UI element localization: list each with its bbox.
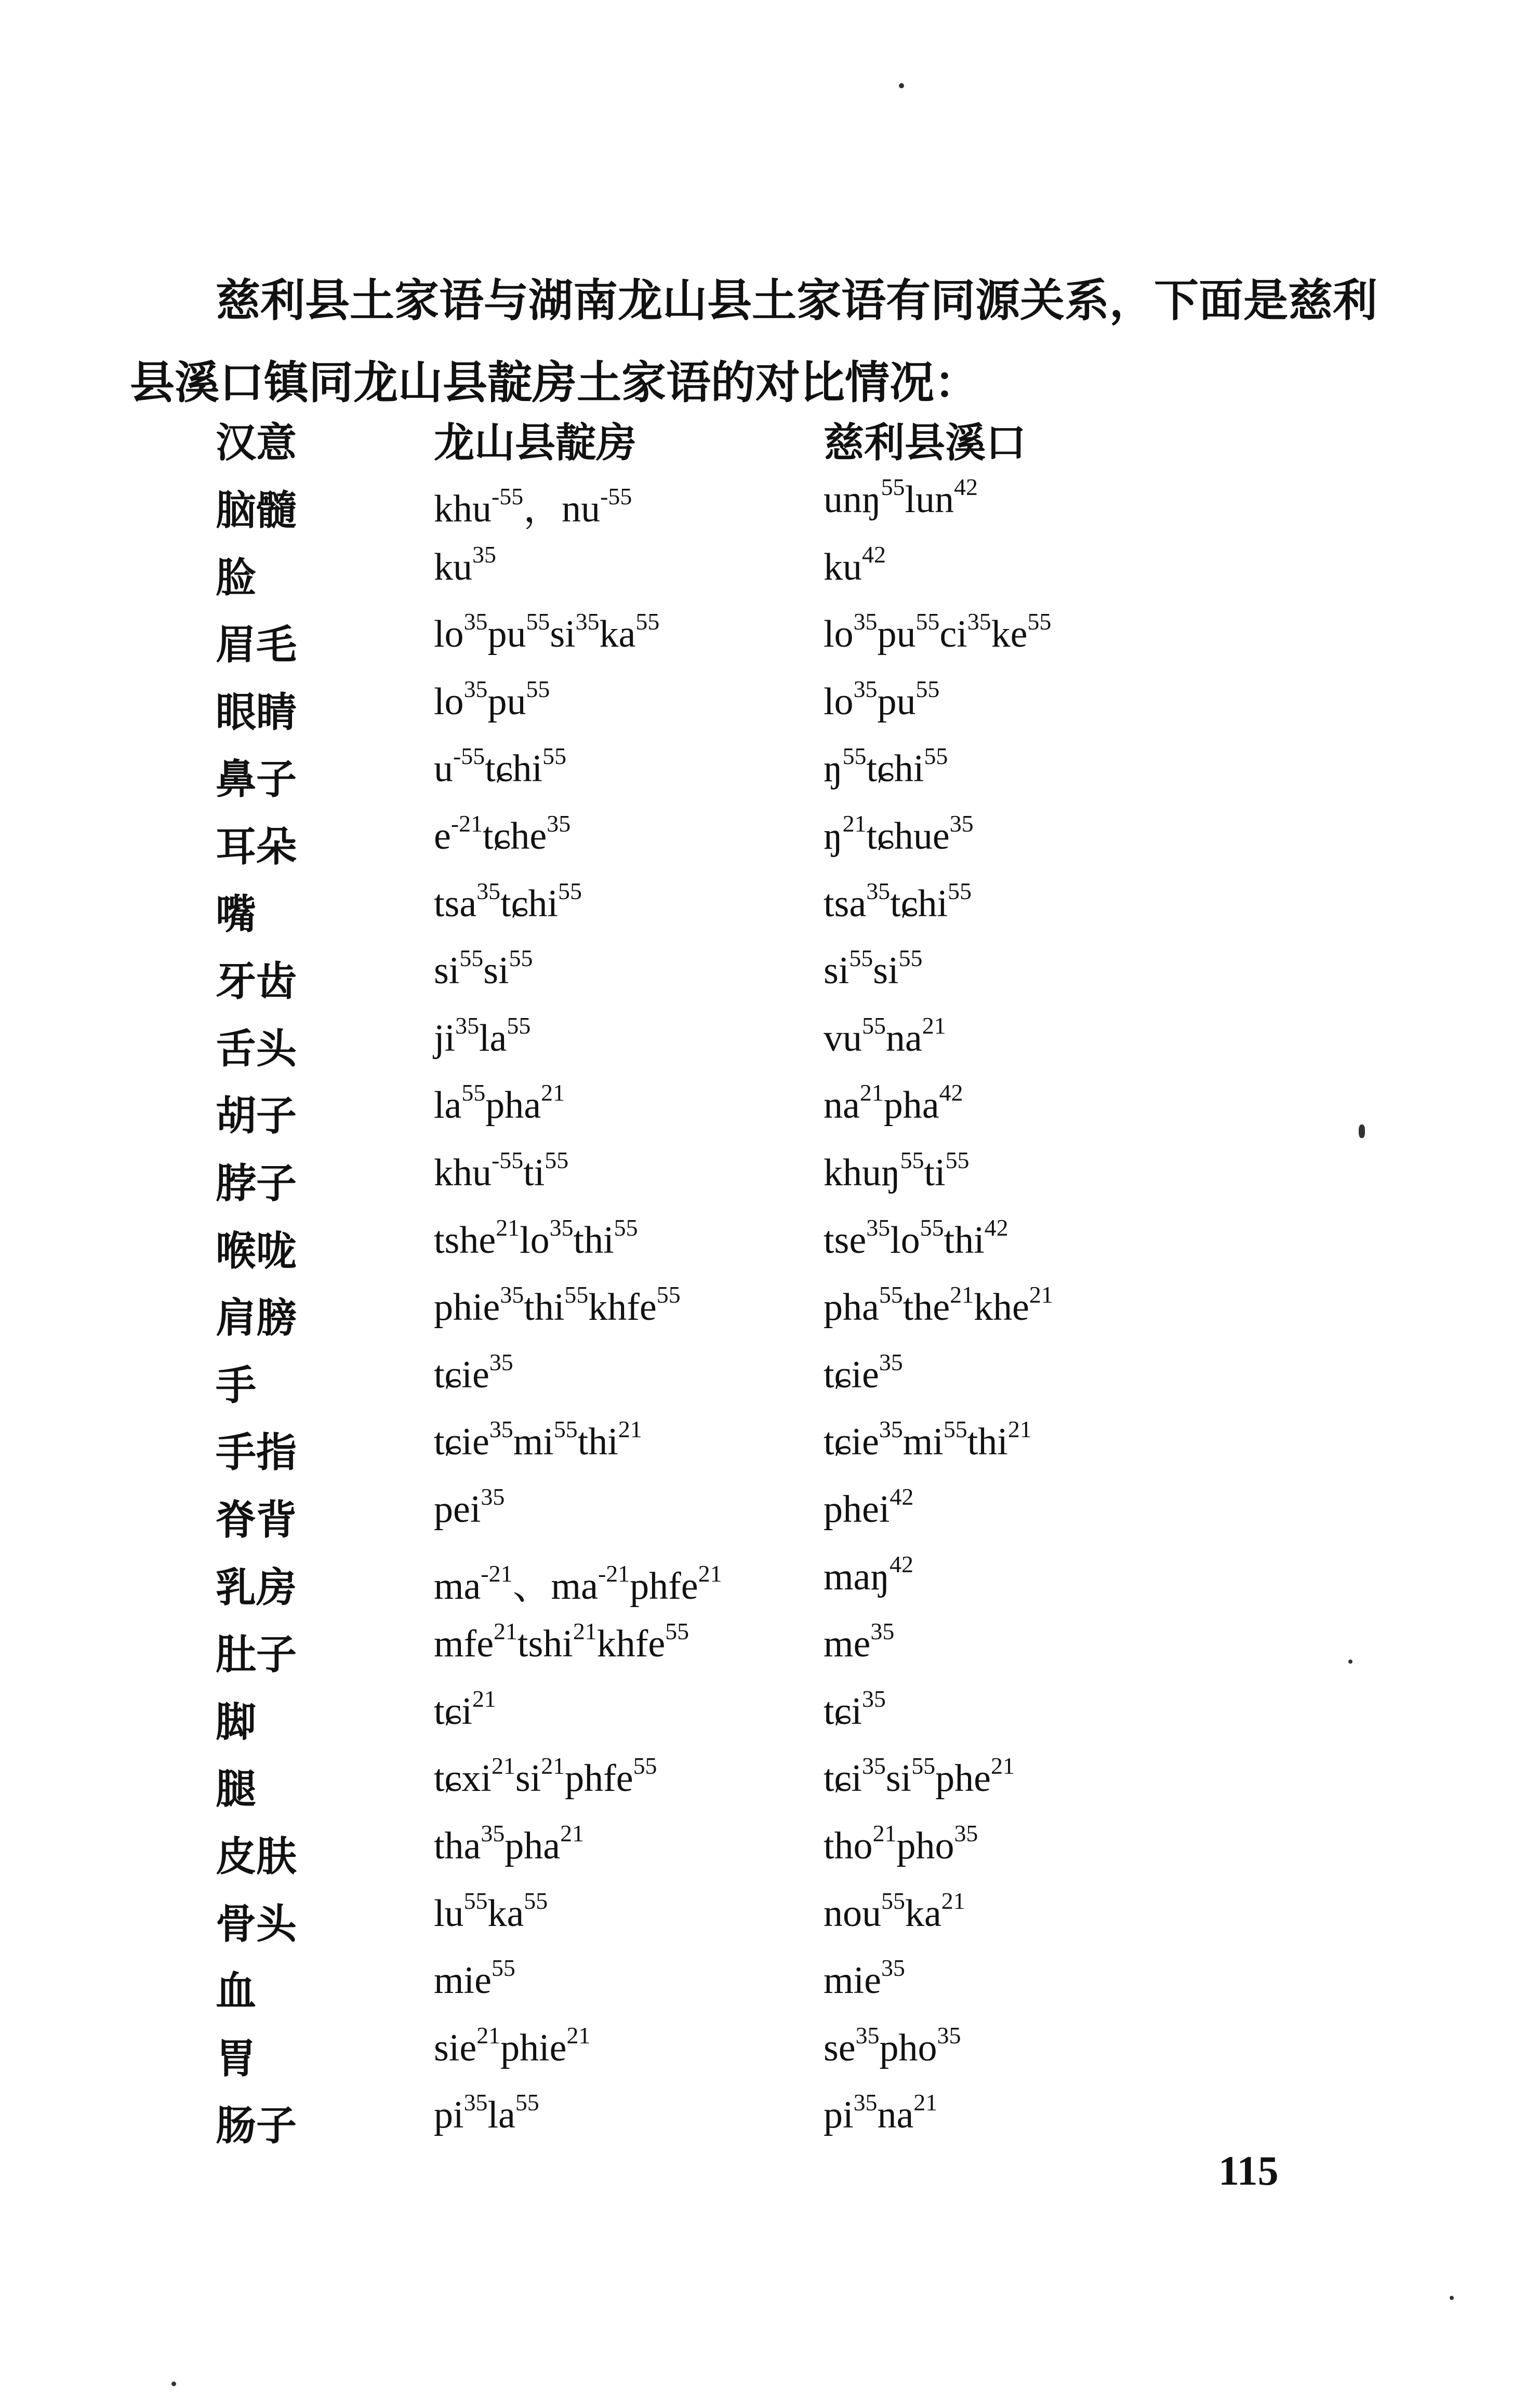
cili-cell: maŋ$^{42}$ bbox=[824, 1550, 913, 1598]
gloss-cell: 皮肤 bbox=[216, 1833, 297, 1880]
longshan-cell: $si^{55}si^{55}$ bbox=[434, 945, 533, 993]
gloss-cell: 腿 bbox=[216, 1765, 257, 1813]
gloss-cell: 耳朵 bbox=[216, 823, 297, 871]
cili-cell: phei$^{42}$ bbox=[824, 1483, 914, 1531]
longshan-cell: $la^{55}pha^{21}$ bbox=[434, 1079, 565, 1127]
gloss-cell: 嘴 bbox=[216, 890, 257, 938]
gloss-cell: 肠子 bbox=[216, 2102, 297, 2150]
intro-line-2: 县溪口镇同龙山县靛房土家语的对比情况： bbox=[130, 356, 979, 409]
cili-cell: $si^{55}si^{55}$ bbox=[824, 945, 923, 993]
gloss-cell: 鼻子 bbox=[216, 756, 297, 804]
cili-cell: $nou^{55}ka^{21}$ bbox=[824, 1887, 965, 1935]
gloss-cell: 脊背 bbox=[216, 1496, 297, 1544]
longshan-cell: tha$^{35}$pha$^{21}$ bbox=[434, 1820, 585, 1867]
cili-cell: $tɕie^{35}mi^{55}thi^{21}$ bbox=[824, 1416, 1032, 1464]
gloss-cell: 胃 bbox=[216, 2035, 257, 2082]
longshan-cell: phie$^{35}$thi$^{55}$khfe$^{55}$ bbox=[434, 1281, 681, 1329]
gloss-cell: 眼睛 bbox=[216, 688, 297, 736]
table-row bbox=[0, 608, 1539, 680]
cili-cell: $ŋ^{21}tɕhue^{35}$ bbox=[824, 810, 974, 858]
table-row bbox=[0, 1416, 1539, 1488]
longshan-cell: $tɕxi^{21}si^{21}phfe^{55}$ bbox=[434, 1753, 657, 1800]
scan-speck bbox=[1450, 2296, 1454, 2300]
header-gloss: 汉意 bbox=[216, 419, 297, 466]
table-row bbox=[0, 1887, 1539, 1959]
gloss-cell: 手 bbox=[216, 1361, 257, 1409]
longshan-cell: $tshe^{21}lo^{35}thi^{55}$ bbox=[434, 1214, 638, 1262]
longshan-cell: $ku^{35}$ bbox=[434, 541, 496, 588]
gloss-cell: 胡子 bbox=[216, 1092, 297, 1140]
cili-cell: $tse^{35}lo^{55}thi^{42}$ bbox=[824, 1214, 1009, 1262]
longshan-cell: tsa$^{35}$tɕhi$^{55}$ bbox=[434, 877, 582, 925]
cili-cell: $ku^{42}$ bbox=[824, 541, 886, 588]
cili-cell: $lo^{35}pu^{55}ci^{35}ke^{55}$ bbox=[824, 608, 1052, 656]
header-cili: 慈利县溪口 bbox=[824, 419, 1027, 466]
table-row bbox=[0, 1348, 1539, 1421]
scan-speck bbox=[899, 83, 904, 88]
header-longshan: 龙山县靛房 bbox=[434, 419, 637, 466]
table-row bbox=[0, 1012, 1539, 1084]
cili-cell: pha$^{55}$the$^{21}$khe$^{21}$ bbox=[824, 1281, 1053, 1329]
page-number: 115 bbox=[1218, 2148, 1279, 2194]
longshan-cell: $tɕie^{35}mi^{55}thi^{21}$ bbox=[434, 1416, 642, 1464]
gloss-cell: 舌头 bbox=[216, 1025, 297, 1073]
table-row bbox=[0, 2089, 1539, 2161]
intro-paragraph bbox=[130, 260, 1377, 424]
longshan-cell: $lo^{35}pu^{55}$ bbox=[434, 675, 550, 723]
longshan-cell: pei$^{35}$ bbox=[434, 1483, 505, 1531]
cili-cell: $se^{35}pho^{35}$ bbox=[824, 2022, 961, 2069]
gloss-cell: 喉咙 bbox=[216, 1227, 297, 1275]
table-row bbox=[0, 473, 1539, 545]
table-row bbox=[0, 1618, 1539, 1690]
gloss-cell: 脚 bbox=[216, 1698, 257, 1746]
longshan-cell: $ji^{35}la^{55}$ bbox=[434, 1012, 531, 1060]
longshan-cell: mfe$^{21}$tshi$^{21}$khfe$^{55}$ bbox=[434, 1618, 689, 1666]
table-row bbox=[0, 1079, 1539, 1151]
cili-cell: $na^{21}pha^{42}$ bbox=[824, 1079, 963, 1127]
gloss-cell: 乳房 bbox=[216, 1563, 297, 1611]
table-row bbox=[0, 1955, 1539, 2026]
gloss-cell: 骨头 bbox=[216, 1900, 297, 1948]
longshan-cell: tɕie$^{35}$ bbox=[434, 1348, 513, 1396]
table-row bbox=[0, 1753, 1539, 1824]
table-row bbox=[0, 1214, 1539, 1286]
longshan-cell: $u^{-55}tɕhi^{55}$ bbox=[434, 743, 566, 791]
cili-cell: mie$^{35}$ bbox=[824, 1955, 905, 2002]
gloss-cell: 牙齿 bbox=[216, 958, 297, 1006]
cili-cell: $lo^{35}pu^{55}$ bbox=[824, 675, 940, 723]
cili-cell: $khuŋ^{55}ti^{55}$ bbox=[824, 1146, 970, 1194]
table-row bbox=[0, 1483, 1539, 1555]
gloss-cell: 肩膀 bbox=[216, 1294, 297, 1342]
longshan-cell: khu$^{-55}$，$nu^{-55}$ bbox=[434, 483, 632, 530]
cili-cell: tsa$^{35}$tɕhi$^{55}$ bbox=[824, 877, 972, 925]
gloss-cell: 脑髓 bbox=[216, 487, 297, 534]
longshan-cell: $lu^{55}ka^{55}$ bbox=[434, 1887, 548, 1935]
scan-speck bbox=[171, 2382, 176, 2386]
cili-cell: unŋ$^{55}$lun$^{42}$ bbox=[824, 473, 978, 521]
gloss-cell: 脖子 bbox=[216, 1160, 297, 1207]
scan-speck bbox=[1359, 1125, 1365, 1138]
cili-cell: $ŋ^{55}tɕhi^{55}$ bbox=[824, 743, 948, 791]
longshan-cell: $khu^{-55}ti^{55}$ bbox=[434, 1146, 569, 1194]
gloss-cell: 血 bbox=[216, 1968, 257, 2015]
table-row bbox=[0, 945, 1539, 1016]
table-row bbox=[0, 743, 1539, 814]
table-header-row bbox=[0, 410, 1539, 478]
longshan-cell: $pi^{35}la^{55}$ bbox=[434, 2089, 539, 2137]
gloss-cell: 肚子 bbox=[216, 1631, 297, 1679]
gloss-cell: 手指 bbox=[216, 1429, 297, 1477]
longshan-cell: $ma^{-21}$、$ma^{-21}phfe^{21}$ bbox=[434, 1560, 722, 1608]
gloss-cell: 脸 bbox=[216, 554, 257, 601]
scan-speck bbox=[1348, 1660, 1352, 1664]
cili-cell: tɕi$^{35}$ bbox=[824, 1685, 886, 1733]
table-row bbox=[0, 2022, 1539, 2094]
table-row bbox=[0, 1281, 1539, 1353]
cili-cell: tho$^{21}$pho$^{35}$ bbox=[824, 1820, 978, 1867]
table-row bbox=[0, 675, 1539, 747]
longshan-cell: tɕi$^{21}$ bbox=[434, 1685, 496, 1733]
longshan-cell: $lo^{35}pu^{55}si^{35}ka^{55}$ bbox=[434, 608, 660, 656]
intro-line-1: 慈利县土家语与湖南龙山县土家语有同源关系，下面是慈利 bbox=[216, 274, 1377, 327]
longshan-cell: mie$^{55}$ bbox=[434, 1955, 515, 2002]
gloss-cell: 眉毛 bbox=[216, 621, 297, 669]
cili-cell: $me^{35}$ bbox=[824, 1618, 895, 1666]
cili-cell: tɕie$^{35}$ bbox=[824, 1348, 903, 1396]
cili-cell: $pi^{35}na^{21}$ bbox=[824, 2089, 938, 2137]
table-row bbox=[0, 1820, 1539, 1892]
table-row bbox=[0, 1550, 1539, 1623]
table-row bbox=[0, 1146, 1539, 1219]
table-row bbox=[0, 810, 1539, 882]
longshan-cell: sie$^{21}$phie$^{21}$ bbox=[434, 2022, 591, 2069]
cili-cell: $vu^{55}na^{21}$ bbox=[824, 1012, 946, 1060]
cili-cell: $tɕi^{35}si^{55}phe^{21}$ bbox=[824, 1753, 1015, 1800]
table-row bbox=[0, 1685, 1539, 1757]
table-row bbox=[0, 541, 1539, 613]
table-row bbox=[0, 877, 1539, 949]
longshan-cell: $e^{-21}tɕhe^{35}$ bbox=[434, 810, 571, 858]
